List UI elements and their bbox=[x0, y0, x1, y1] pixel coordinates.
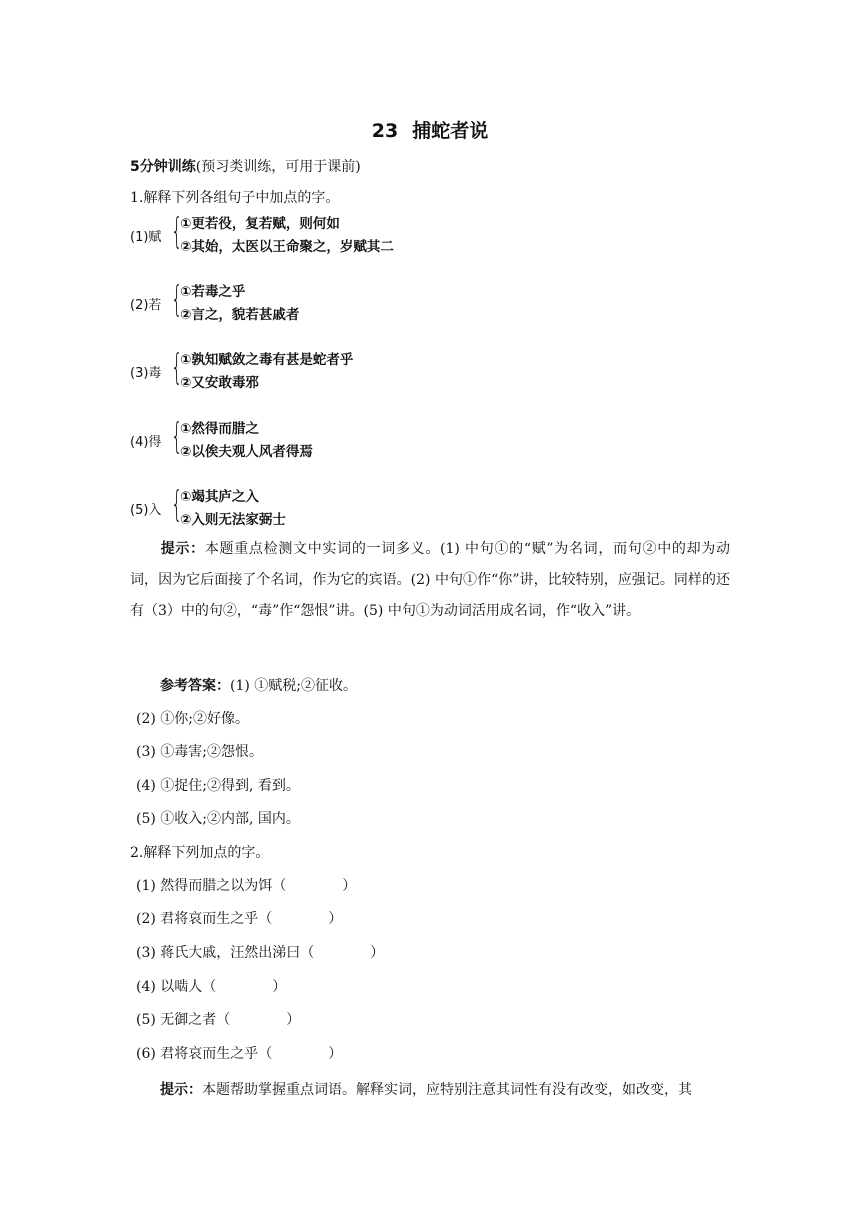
hint-label: 提示： bbox=[160, 541, 205, 557]
answer-line-1 bbox=[160, 676, 357, 696]
lesson-title: 捕蛇者说 bbox=[412, 120, 489, 142]
example-sentence-2: ②言之，貌若甚戚者 bbox=[180, 307, 300, 323]
example-sentence-1: ①然得而腊之 bbox=[180, 421, 259, 437]
word-group-label: (2)若 bbox=[130, 298, 162, 313]
word-group-label: (1)赋 bbox=[130, 230, 162, 245]
brace-icon: { bbox=[171, 211, 183, 252]
question-2-item-1: (1) 然得而腊之以为饵（ ） bbox=[136, 878, 357, 894]
word-group-2 bbox=[130, 279, 430, 326]
hint-paragraph-1 bbox=[130, 534, 730, 627]
section-note: (预习类训练，可用于课前) bbox=[195, 159, 361, 175]
question-1-prompt: 1.解释下列各组句子中加点的字。 bbox=[130, 190, 340, 206]
question-2-item-2: (2) 君将哀而生之乎（ ） bbox=[136, 911, 343, 927]
answer-line-5: (5) ①收入;②内部, 国内。 bbox=[136, 811, 300, 827]
example-sentence-1: ①竭其庐之入 bbox=[180, 489, 259, 505]
example-sentence-2: ②又安敢毒邪 bbox=[180, 375, 259, 391]
hint-paragraph-2 bbox=[130, 1075, 730, 1106]
section-label: 5分钟训练 bbox=[130, 159, 196, 175]
question-2-prompt: 2.解释下列加点的字。 bbox=[130, 845, 270, 861]
lesson-number: 23 bbox=[371, 120, 399, 142]
answer-line-4: (4) ①捉住;②得到, 看到。 bbox=[136, 778, 300, 794]
word-group-5 bbox=[130, 484, 430, 531]
question-2-item-6: (6) 君将哀而生之乎（ ） bbox=[136, 1046, 343, 1062]
brace-icon: { bbox=[171, 416, 183, 457]
example-sentence-1: ①更若役，复若赋，则何如 bbox=[180, 216, 340, 232]
hint-text: 本题重点检测文中实词的一词多义。(1) 中句①的“赋”为名词，而句②中的却为动词，因为它后面接了个名词，作为它的宾语。(2) 中句①作“你”讲，比较特别，应强记。同样的还有（3）中的句②，“毒”作“怨恨”讲。(5) 中句①为动词活用成名词，作“收入”讲。 bbox=[130, 541, 731, 619]
word-group-label: (4)得 bbox=[130, 435, 162, 450]
example-sentence-2: ②入则无法家弼士 bbox=[180, 512, 286, 528]
question-2-item-3: (3) 蒋氏大戚，汪然出涕曰（ ） bbox=[136, 945, 385, 961]
question-2-item-5: (5) 无御之者（ ） bbox=[136, 1012, 301, 1028]
answer-text: (1) ①赋税;②征收。 bbox=[230, 678, 357, 694]
example-sentence-1: ①若毒之乎 bbox=[180, 284, 246, 300]
hint-text: 本题帮助掌握重点词语。解释实词，应特别注意其词性有没有改变，如改变，其 bbox=[202, 1082, 692, 1098]
question-2-item-4: (4) 以啮人（ ） bbox=[136, 979, 287, 995]
example-sentence-2: ②其始，太医以王命聚之，岁赋其二 bbox=[180, 239, 394, 255]
word-group-4 bbox=[130, 416, 430, 463]
brace-icon: { bbox=[171, 347, 183, 388]
word-group-label: (5)入 bbox=[130, 503, 162, 518]
section-header bbox=[130, 157, 361, 177]
answer-line-2: (2) ①你;②好像。 bbox=[136, 711, 249, 727]
example-sentence-2: ②以俟夫观人风者得焉 bbox=[180, 444, 313, 460]
word-group-label: (3)毒 bbox=[130, 366, 162, 381]
answer-line-3: (3) ①毒害;②怨恨。 bbox=[136, 744, 263, 760]
word-group-1 bbox=[130, 211, 430, 258]
word-group-3 bbox=[130, 347, 430, 394]
example-sentence-1: ①孰知赋敛之毒有甚是蛇者乎 bbox=[180, 352, 354, 368]
hint-label: 提示： bbox=[160, 1082, 202, 1098]
answer-label: 参考答案： bbox=[160, 678, 230, 694]
brace-icon: { bbox=[171, 279, 183, 320]
page-title bbox=[0, 116, 860, 143]
brace-icon: { bbox=[171, 484, 183, 525]
